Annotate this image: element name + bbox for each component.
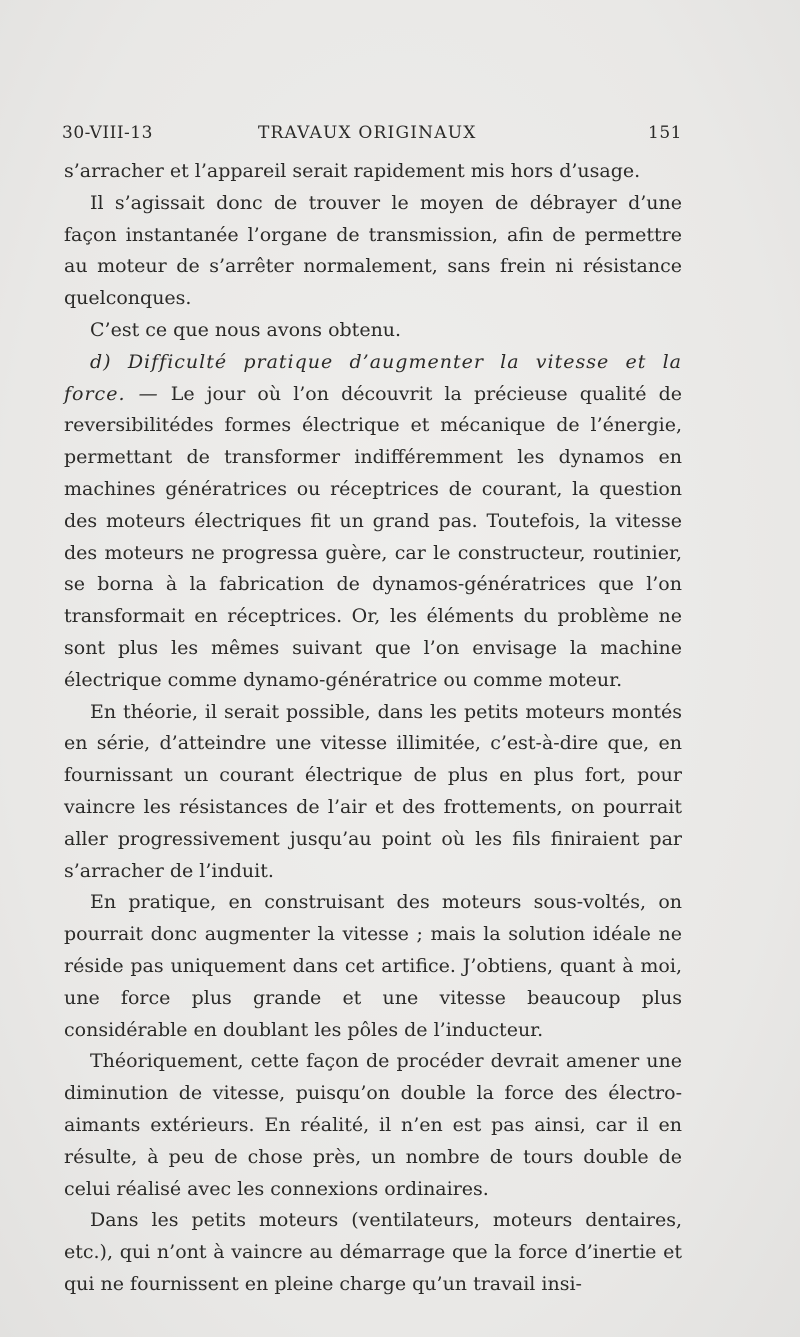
- body-text: [64, 156, 682, 1301]
- paragraph: C’est ce que nous avons obtenu.: [90, 318, 402, 341]
- paragraph: En théorie, il serait possible, dans les petits moteurs montés en série, d’atteindre une vitesse illimitée, c’est-à-dire que, en fournissant un courant électrique de plus en plus fort, pour vaincre les résistances de l’air et des frottements, on pourrait aller progressivement jusqu’au point où les fils finiraient par s’arracher de l’induit.: [64, 700, 682, 882]
- section-heading: d) Difficulté pratique d’augmenter la vitesse et la force. —: [64, 350, 682, 405]
- header-date: 30-VIII-13: [62, 123, 153, 143]
- section-paragraph-text: Le jour où l’on découvrit la précieuse qualité de reversibilitédes formes électrique et mécanique de l’énergie, permettant de transformer indifféremment les dynamos en machines génératrices ou réceptrices de courant, la question des moteurs électriques fit un grand pas. Toutefois, la vitesse des moteurs ne progressa guère, car le constructeur, routinier, se borna à la fabrication de dynamos-génératrices que l’on transformait en réceptrices. Or, les éléments du problème ne sont plus les mêmes suivant que l’on envisage la machine électrique comme dynamo-génératrice ou comme moteur.: [64, 382, 682, 691]
- paragraph: Théoriquement, cette façon de procéder devrait amener une diminution de vitesse, puisqu’on double la force des électro-aimants extérieurs. En réalité, il n’en est pas ainsi, car il en résulte, à peu de chose près, un nombre de tours double de celui réalisé avec les connexions ordinaires.: [64, 1050, 682, 1200]
- paragraph: En pratique, en construisant des moteurs sous-voltés, on pourrait donc augmenter la vitesse ; mais la solution idéale ne réside pas uniquement dans cet artifice. J’obtiens, quant à moi, une force plus grande et une vitesse beaucoup plus considérable en doublant les pôles de l’inducteur.: [64, 891, 682, 1041]
- header-running-title: TRAVAUX ORIGINAUX: [258, 123, 477, 143]
- paragraph: Dans les petits moteurs (ventilateurs, moteurs dentaires, etc.), qui n’ont à vaincre au démarrage que la force d’inertie et qui ne fournissent en pleine charge qu’un travail insi-: [64, 1209, 682, 1295]
- section-paragraph: [64, 347, 682, 697]
- paragraph-continuation: s’arracher et l’appareil serait rapidement mis hors d’usage.: [64, 160, 641, 182]
- header-page-number: 151: [648, 123, 682, 143]
- running-header: [62, 123, 682, 151]
- paragraph: Il s’agissait donc de trouver le moyen de débrayer d’une façon instantanée l’organe de transmission, afin de permettre au moteur de s’arrêter normalement, sans frein ni résistance quelconques.: [64, 191, 682, 310]
